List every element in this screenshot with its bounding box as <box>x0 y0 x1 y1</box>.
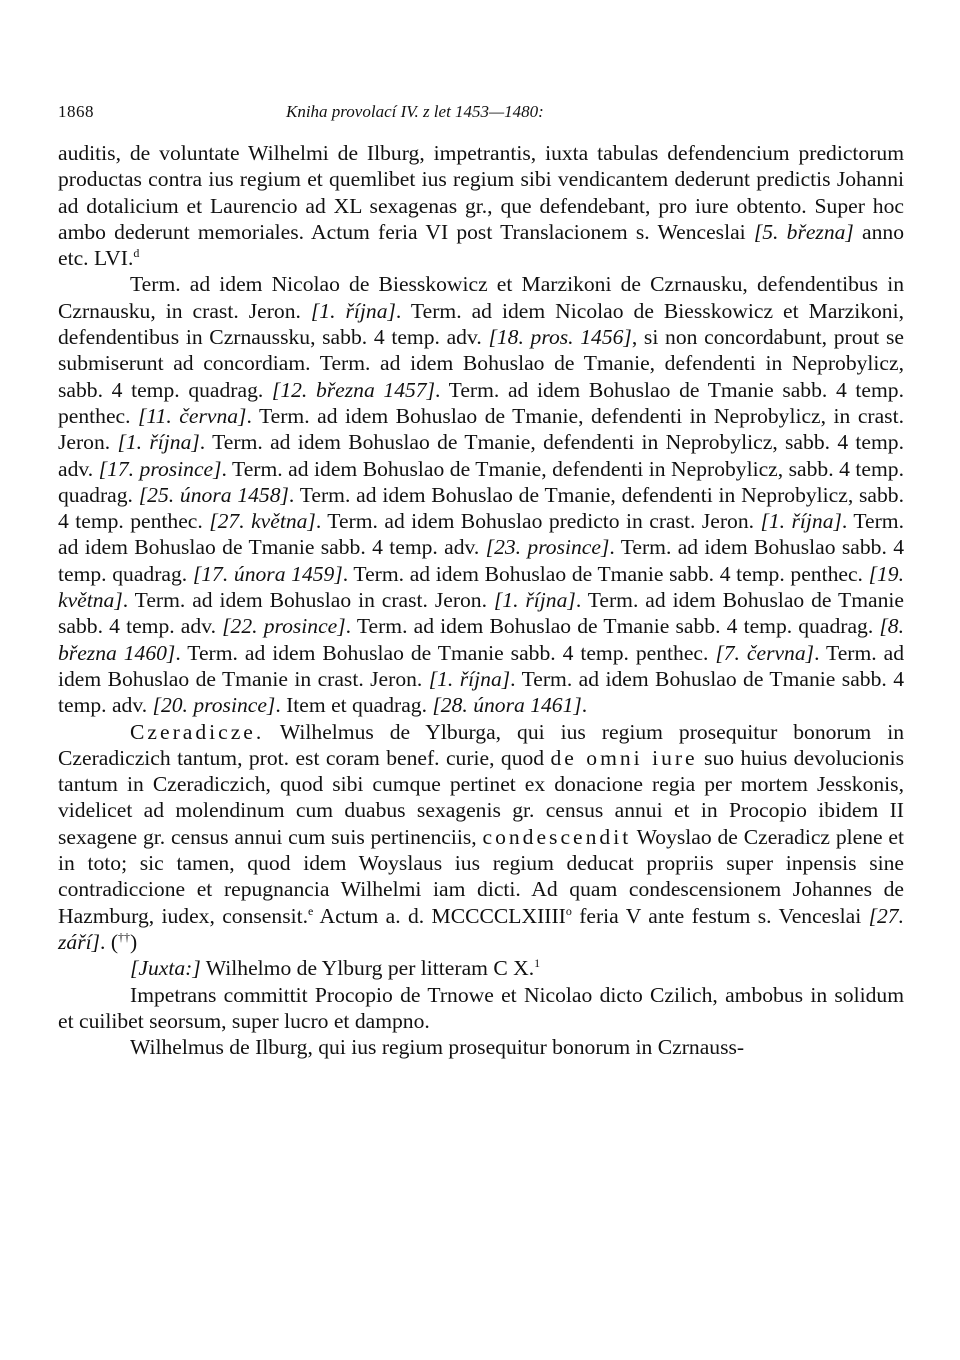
page-number: 1868 <box>58 102 94 121</box>
document-body <box>58 140 904 1060</box>
footnote-marker: e <box>308 903 314 918</box>
paragraph-2: Term. ad idem Nicolao de Biesskowicz et Marzikoni de Czrnausku, defendentibus in Czrnausku, in crast. Jeron. [1. října]. Term. ad idem Nicolao de Biesskowicz et Marzikoni, defendentibus in Czrnaussku, sabb. 4 temp. adv. [18. pros. 1456], si non concordabunt, prout se submiserunt ad concordiam. Term. ad idem Bohuslao de Tmanie, defendenti in Neprobylicz, sabb. 4 temp. quadrag. [12. března 1457]. Term. ad idem Bohuslao de Tmanie sabb. 4 temp. penthec. [11. června]. Term. ad idem Bohuslao de Tmanie, defendenti in Neprobylicz, in crast. Jeron. [1. října]. Term. ad idem Bohuslao de Tmanie, defendenti in Neprobylicz, sabb. 4 temp. adv. [17. prosince]. Term. ad idem Bohuslao de Tmanie, defendenti in Neprobylicz, sabb. 4 temp. quadrag. [25. února 1458]. Term. ad idem Bohuslao de Tmanie, defendenti in Neprobylicz, sabb. 4 temp. penthec. [27. května]. Term. ad idem Bohuslao predicto in crast. Jeron. [1. října]. Term. ad idem Bohuslao de Tmanie sabb. 4 temp. adv. [23. prosince]. Term. ad idem Bohuslao sabb. 4 temp. quadrag. [17. února 1459]. Term. ad idem Bohuslao de Tmanie sabb. 4 temp. penthec. [19. května]. Term. ad idem Bohuslao in crast. Jeron. [1. října]. Term. ad idem Bohuslao de Tmanie sabb. 4 temp. adv. [22. prosince]. Term. ad idem Bohuslao de Tmanie sabb. 4 temp. quadrag. [8. března 1460]. Term. ad idem Bohuslao de Tmanie sabb. 4 temp. penthec. [7. června]. Term. ad idem Bohuslao de Tmanie in crast. Jeron. [1. října]. Term. ad idem Bohuslao de Tmanie sabb. 4 temp. adv. [20. prosince]. Item et quadrag. [28. února 1461]. <box>58 272 905 718</box>
paragraph-1: auditis, de voluntate Wilhelmi de Ilburg, impetrantis, iuxta tabulas defendencium predictorum productas contra ius regium et quemlibet ius regium sibi vendicantem dederunt predictis Johanni ad dotalicium et Laurencio ad XL sexagenas gr., que defendebant, pro iure obtento. Super hoc ambo dederunt memoriales. Actum feria VI post Translacionem s. Wenceslai [5. března] anno etc. LVI.$^d$ <box>58 141 905 271</box>
footnote-marker: 1 <box>534 956 541 971</box>
place-heading: Czeradicze. <box>130 719 265 744</box>
footnote-marker: d <box>133 246 140 260</box>
page-header <box>58 96 904 126</box>
paragraph-4: [Juxta:] Wilhelmo de Ylburg per litteram C X.$^1$ <box>130 956 541 981</box>
paragraph-6: Wilhelmus de Ilburg, qui ius regium prosequitur bonorum in Czrnauss- <box>130 1035 745 1060</box>
dagger-marks: †† <box>118 929 131 944</box>
date-note: [5. března] <box>753 219 854 244</box>
running-title: Kniha provolací IV. z let 1453—1480: <box>286 102 544 121</box>
paragraph-5: Impetrans committit Procopio de Trnowe et Nicolao dicto Czilich, ambobus in solidum et cuilibet seorsum, super lucro et dampno. <box>58 982 904 1033</box>
document-page <box>58 96 904 1060</box>
paragraph-3: Czeradicze. Wilhelmus de Ylburga, qui ius regium prosequitur bonorum in Czeradiczich tantum, prot. est coram benef. curie, quod de omni iure suo huius devolucionis tantum in Czeradiczich, quod sibi cumque pertinet ex donacione regia per mortem Jesskonis, videlicet ad molendinum cum duabus sexagenis gr. census annui et in Procopio ibidem II sexagene gr. census annui cum suis pertinenciis, condescendit Woyslao de Czeradicz plene et in toto; sic tamen, quod idem Woyslaus ius regium deducat propriis super inpensis sine contradiccione et repugnancia Wilhelmi iam dicti. Ad quam condescensionem Johannes de Hazmburg, iudex, consensit.$^e$ Actum a. d. MCCCCLXIIII$^o$ feria V ante festum s. Venceslai [27. září]. (††) <box>58 719 905 954</box>
